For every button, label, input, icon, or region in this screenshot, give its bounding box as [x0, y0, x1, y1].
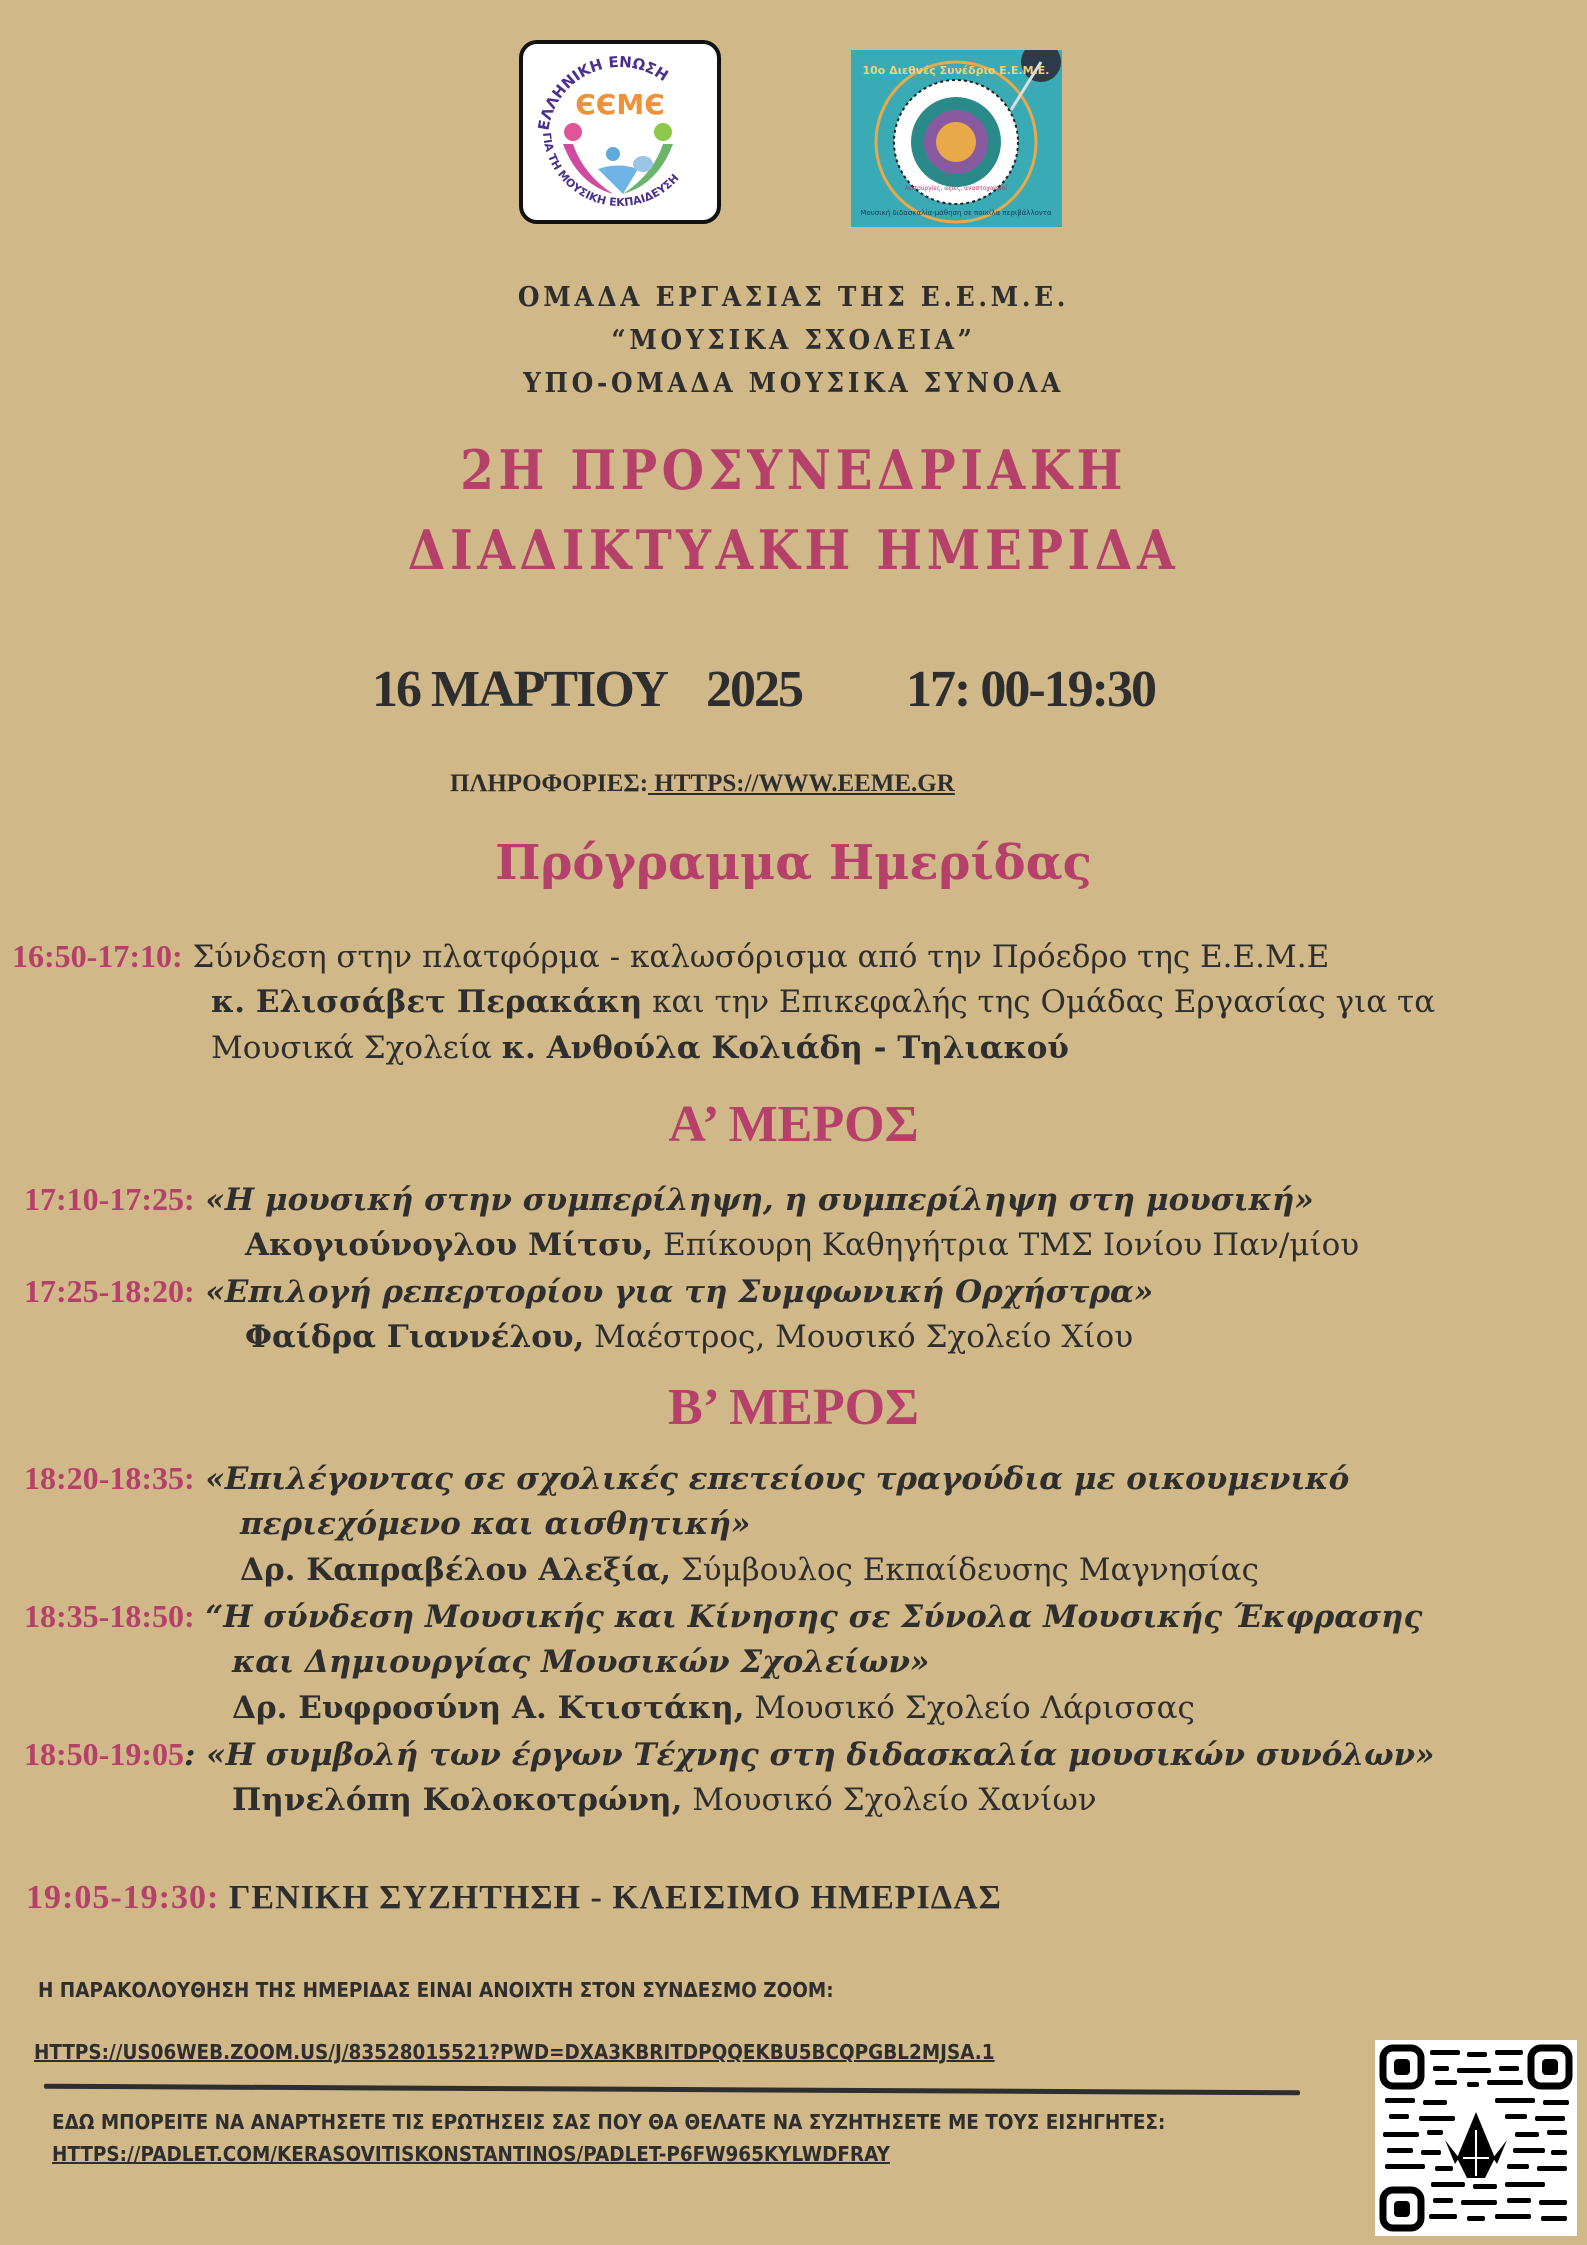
- conference-logo: [851, 50, 1062, 227]
- padlet-label: ΕΔΩ ΜΠΟΡΕΙΤΕ ΝΑ ΑΝΑΡΤΗΣΕΤΕ ΤΙΣ ΕΡΩΤΗΣΕΙΣ ΣΑΣ ΠΟΥ ΘΑ ΘΕΛΑΤΕ ΝΑ ΣΥΖΗΤΗΣΕΤΕ ΜΕ ΤΟΥΣ ΕΙΣΗΓΗΤΕΣ:: [52, 2110, 1166, 2134]
- svg-text:Μουσική διδασκαλία-μάθηση σε π: Μουσική διδασκαλία-μάθηση σε ποικίλα περιβάλλοντα: [860, 209, 1052, 217]
- program-item: [24, 1731, 1435, 1778]
- program-item: [24, 1593, 1422, 1640]
- item-title: «Επιλέγοντας σε σχολικές επετείους τραγούδια με οικουμενικό: [194, 1461, 1350, 1497]
- info-line: [450, 770, 955, 798]
- program-item: [24, 1176, 1314, 1223]
- program-heading: Πρόγραμμα Ημερίδας: [495, 835, 1092, 891]
- item-title-cont: περιεχόμενο και αισθητική»: [240, 1506, 751, 1542]
- event-time: 17: 00-19:30: [906, 661, 1155, 718]
- closing-item: [26, 1875, 1002, 1921]
- item-speaker: Δρ. Ευφροσύνη Α. Κτιστάκη,: [232, 1690, 745, 1726]
- part-b-heading: Β’ ΜΕΡΟΣ: [667, 1379, 920, 1436]
- zoom-link-wrap: [34, 2040, 995, 2064]
- program-item: [24, 1268, 1153, 1315]
- zoom-label: Η ΠΑΡΑΚΟΛΟΥΘΗΣΗ ΤΗΣ ΗΜΕΡΙΔΑΣ ΕΙΝΑΙ ΑΝΟΙΧΤΗ ΣΤΟΝ ΣΥΝΔΕΣΜΟ ZOOM:: [38, 1978, 834, 2002]
- qr-code-icon: [1375, 2040, 1577, 2236]
- qr-code[interactable]: [1375, 2040, 1577, 2236]
- closing-time: 19:05-19:30:: [26, 1879, 220, 1916]
- president-name: κ. Ελισσάβετ Περακάκη: [211, 984, 643, 1020]
- org-line-1: ΟΜΑΔΑ ΕΡΓΑΣΙΑΣ ΤΗΣ Ε.Ε.Μ.Ε.: [517, 282, 1070, 313]
- item-role: Σύμβουλος Εκπαίδευσης Μαγνησίας: [671, 1552, 1259, 1588]
- eeme-logo: [519, 40, 721, 224]
- event-year: 2025: [706, 661, 802, 718]
- svg-text:λειτουργίες, αξίες, αναστοχασμ: λειτουργίες, αξίες, αναστοχασμοί: [904, 185, 1008, 192]
- item-title: : «Η συμβολή των έργων Τέχνης στη διδασκαλία μουσικών συνόλων»: [183, 1737, 1435, 1773]
- eeme-logo-icon: [523, 44, 717, 220]
- program-item: [24, 1455, 1349, 1502]
- opening-text-3: Μουσικά Σχολεία: [211, 1030, 502, 1066]
- svg-text:10ο Διεθνές Συνέδριο Ε.Ε.Μ.Ε.: 10ο Διεθνές Συνέδριο Ε.Ε.Μ.Ε.: [862, 64, 1050, 77]
- org-line-3: ΥΠΟ-ΟΜΑΔΑ ΜΟΥΣΙΚΑ ΣΥΝΟΛΑ: [523, 368, 1064, 399]
- opening-text-2: και την Επικεφαλής της Ομάδας Εργασίας για τα: [642, 984, 1436, 1020]
- item-speaker-line: [232, 1777, 1097, 1823]
- opening-line-2: [211, 979, 1435, 1025]
- item-role: Μαέστρος, Μουσικό Σχολείο Χίου: [584, 1319, 1134, 1355]
- part-a-heading: Α’ ΜΕΡΟΣ: [668, 1096, 919, 1153]
- item-speaker-line: [232, 1685, 1195, 1731]
- item-time: 17:25-18:20:: [24, 1273, 195, 1309]
- item-time: 18:50-19:05: [24, 1736, 184, 1772]
- padlet-link[interactable]: HTTPS://PADLET.COM/KERASOVITISKONSTANTINOS/PADLET-P6FW965KYLWDFRAY: [52, 2142, 890, 2166]
- org-line-2: “ΜΟΥΣΙΚΑ ΣΧΟΛΕΙΑ”: [611, 325, 976, 356]
- opening-text: Σύνδεση στην πλατφόρμα - καλωσόρισμα από την Πρόεδρο της Ε.Ε.Μ.Ε: [182, 939, 1330, 975]
- website-link[interactable]: HTTPS://WWW.EEME.GR: [648, 770, 955, 797]
- item-title: «Επιλογή ρεπερτορίου για τη Συμφωνική Ορχήστρα»: [194, 1274, 1154, 1310]
- event-date: 16 ΜΑΡΤΙΟΥ: [372, 661, 667, 718]
- conference-logo-icon: [851, 50, 1062, 227]
- item-speaker: Δρ. Καπραβέλου Αλεξία,: [240, 1552, 672, 1588]
- divider: [44, 2084, 1300, 2096]
- svg-text:ЄЄМЄ: ЄЄМЄ: [575, 88, 665, 121]
- info-label: ΠΛΗΡΟΦΟΡΙΕΣ:: [450, 770, 649, 797]
- item-title: “Η σύνδεση Μουσικής και Κίνησης σε Σύνολα Μουσικής Έκφρασης: [194, 1599, 1423, 1635]
- opening-time: 16:50-17:10:: [12, 938, 183, 974]
- svg-text:ΓΙΑ ΤΗ ΜΟΥΣΙΚΗ ΕΚΠΑΙΔΕΥΣΗ: ΓΙΑ ΤΗ ΜΟΥΣΙΚΗ ΕΚΠΑΙΔΕΥΣΗ: [540, 131, 682, 210]
- team-lead-name: κ. Ανθούλα Κολιάδη - Τηλιακού: [501, 1030, 1069, 1066]
- item-role: Μουσικό Σχολείο Χανίων: [682, 1782, 1097, 1818]
- item-time: 18:35-18:50:: [24, 1598, 195, 1634]
- closing-text: ΓΕΝΙΚΗ ΣΥΖΗΤΗΣΗ - ΚΛΕΙΣΙΜΟ ΗΜΕΡΙΔΑΣ: [219, 1879, 1002, 1916]
- event-title-line-1: 2Η ΠΡΟΣΥΝΕΔΡΙΑΚΗ: [460, 438, 1127, 502]
- item-time: 18:20-18:35:: [24, 1460, 195, 1496]
- zoom-link[interactable]: HTTPS://US06WEB.ZOOM.US/J/83528015521?PWD=DXA3KBRITDPQQEKBU5BCQPGBL2MJSA.1: [34, 2040, 995, 2064]
- event-title-line-2: ΔΙΑΔΙΚΤΥΑΚΗ ΗΜΕΡΙΔΑ: [407, 518, 1180, 582]
- item-speaker: Πηνελόπη Κολοκοτρώνη,: [232, 1782, 683, 1818]
- item-speaker: Ακογιούνογλου Μίτσυ,: [245, 1227, 654, 1263]
- item-title: «Η μουσική στην συμπερίληψη, η συμπερίληψη στη μουσική»: [194, 1182, 1314, 1218]
- program-item-opening: [12, 933, 1329, 980]
- item-speaker-line: [245, 1222, 1359, 1268]
- padlet-link-wrap: [52, 2142, 890, 2166]
- item-speaker: Φαίδρα Γιαννέλου,: [245, 1319, 585, 1355]
- item-role: Μουσικό Σχολείο Λάρισσας: [744, 1690, 1195, 1726]
- item-time: 17:10-17:25:: [24, 1181, 195, 1217]
- item-speaker-line: [240, 1547, 1259, 1593]
- item-title-cont: και Δημιουργίας Μουσικών Σχολείων»: [232, 1644, 930, 1680]
- opening-line-3: [211, 1025, 1069, 1071]
- item-role: Επίκουρη Καθηγήτρια ΤΜΣ Ιονίου Παν/μίου: [653, 1227, 1360, 1263]
- svg-text:ΕΛΛΗΝΙΚΗ ΕΝΩΣΗ: ΕΛΛΗΝΙΚΗ ΕΝΩΣΗ: [534, 52, 672, 132]
- item-speaker-line: [245, 1314, 1133, 1360]
